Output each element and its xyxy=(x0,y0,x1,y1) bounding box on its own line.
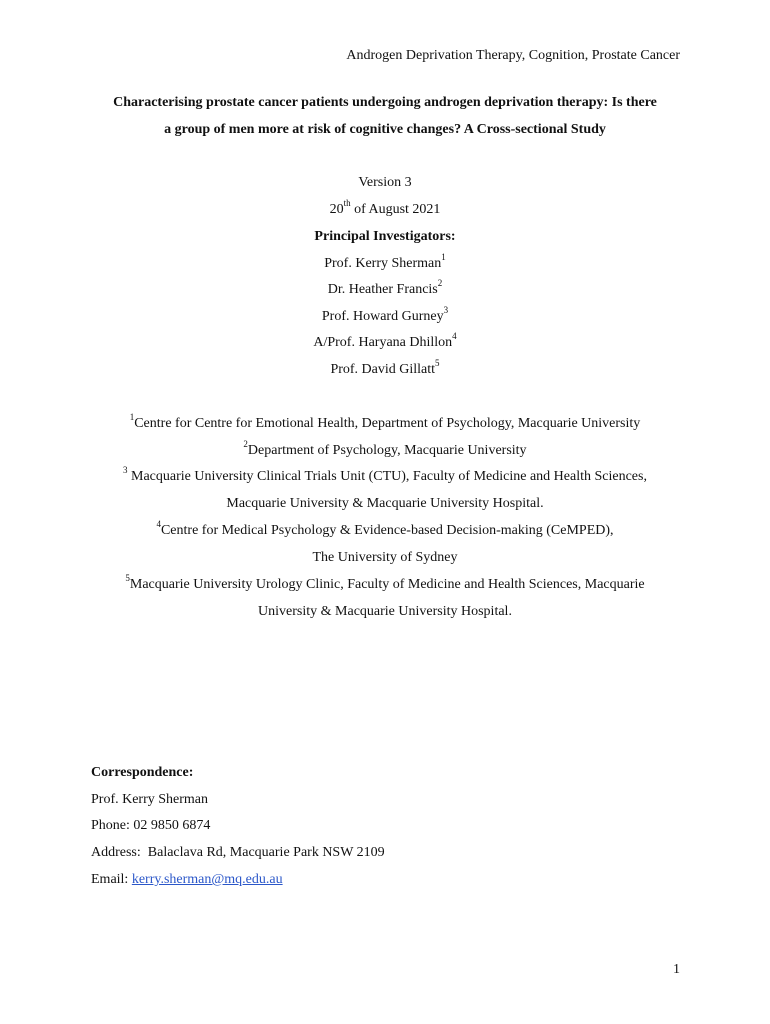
affiliation-sup: 3 xyxy=(123,465,128,476)
affiliation-2 xyxy=(0,439,770,459)
affiliation-1 xyxy=(0,412,770,432)
affiliation-text: Centre for Centre for Emotional Health, Department of Psychology, Macquarie University xyxy=(134,416,641,431)
title-line-2: a group of men more at risk of cognitive changes? A Cross-sectional Study xyxy=(164,122,606,137)
affiliation-text: Department of Psychology, Macquarie University xyxy=(247,443,527,458)
investigator-sup: 1 xyxy=(441,252,446,263)
correspondence-phone: Phone: 02 9850 6874 xyxy=(91,818,211,833)
affiliation-text: Macquarie University Clinical Trials Unit (CTU), Faculty of Medicine and Health Sciences, xyxy=(127,469,647,484)
affiliation-4-line-2: The University of Sydney xyxy=(312,550,458,565)
correspondence-email-line xyxy=(91,872,283,888)
investigator-sup: 4 xyxy=(452,331,457,342)
affiliation-5 xyxy=(0,573,770,593)
date-day: 20 xyxy=(329,202,344,217)
investigator-name: Prof. Howard Gurney xyxy=(321,309,444,324)
investigator-sup: 2 xyxy=(437,278,443,289)
correspondence-name: Prof. Kerry Sherman xyxy=(91,792,209,807)
investigator-3 xyxy=(0,305,770,325)
investigator-5 xyxy=(0,358,770,378)
investigators-heading: Principal Investigators: xyxy=(314,229,456,244)
affiliation-5-line-2: University & Macquarie University Hospital. xyxy=(258,604,512,619)
running-header: Androgen Deprivation Therapy, Cognition, Prostate Cancer xyxy=(346,48,680,63)
correspondence-address: Address: Balaclava Rd, Macquarie Park NSW 2109 xyxy=(91,845,385,860)
investigator-4 xyxy=(0,331,770,351)
page-number: 1 xyxy=(673,962,680,977)
affiliation-sup: 5 xyxy=(125,573,130,584)
investigator-name: Prof. Kerry Sherman xyxy=(324,256,442,271)
email-label: Email: xyxy=(91,872,132,887)
date-rest: of August 2021 xyxy=(350,202,441,217)
investigator-name: Dr. Heather Francis xyxy=(327,282,438,297)
investigator-sup: 5 xyxy=(435,358,440,369)
investigator-name: Prof. David Gillatt xyxy=(330,362,436,377)
affiliation-sup: 4 xyxy=(156,519,161,530)
title-line-1: Characterising prostate cancer patients undergoing androgen deprivation therapy: Is there xyxy=(113,95,657,110)
affiliation-sup: 2 xyxy=(243,439,248,450)
affiliation-text: Macquarie University Urology Clinic, Faculty of Medicine and Health Sciences, Macquarie xyxy=(129,577,645,592)
investigator-name: A/Prof. Haryana Dhillon xyxy=(313,335,453,350)
affiliation-text: Centre for Medical Psychology & Evidence-based Decision-making (CeMPED), xyxy=(160,523,614,538)
affiliation-3 xyxy=(0,465,770,485)
version-label: Version 3 xyxy=(358,175,412,190)
affiliation-sup: 1 xyxy=(129,412,135,423)
investigator-sup: 3 xyxy=(443,305,449,316)
date-suffix: th xyxy=(343,198,351,209)
investigator-2 xyxy=(0,278,770,298)
affiliation-3-line-2: Macquarie University & Macquarie University Hospital. xyxy=(226,496,544,511)
investigator-1 xyxy=(0,252,770,272)
affiliation-4 xyxy=(0,519,770,539)
correspondence-heading: Correspondence: xyxy=(91,765,194,780)
email-link[interactable]: kerry.sherman@mq.edu.au xyxy=(131,872,283,887)
date-line xyxy=(0,198,770,218)
